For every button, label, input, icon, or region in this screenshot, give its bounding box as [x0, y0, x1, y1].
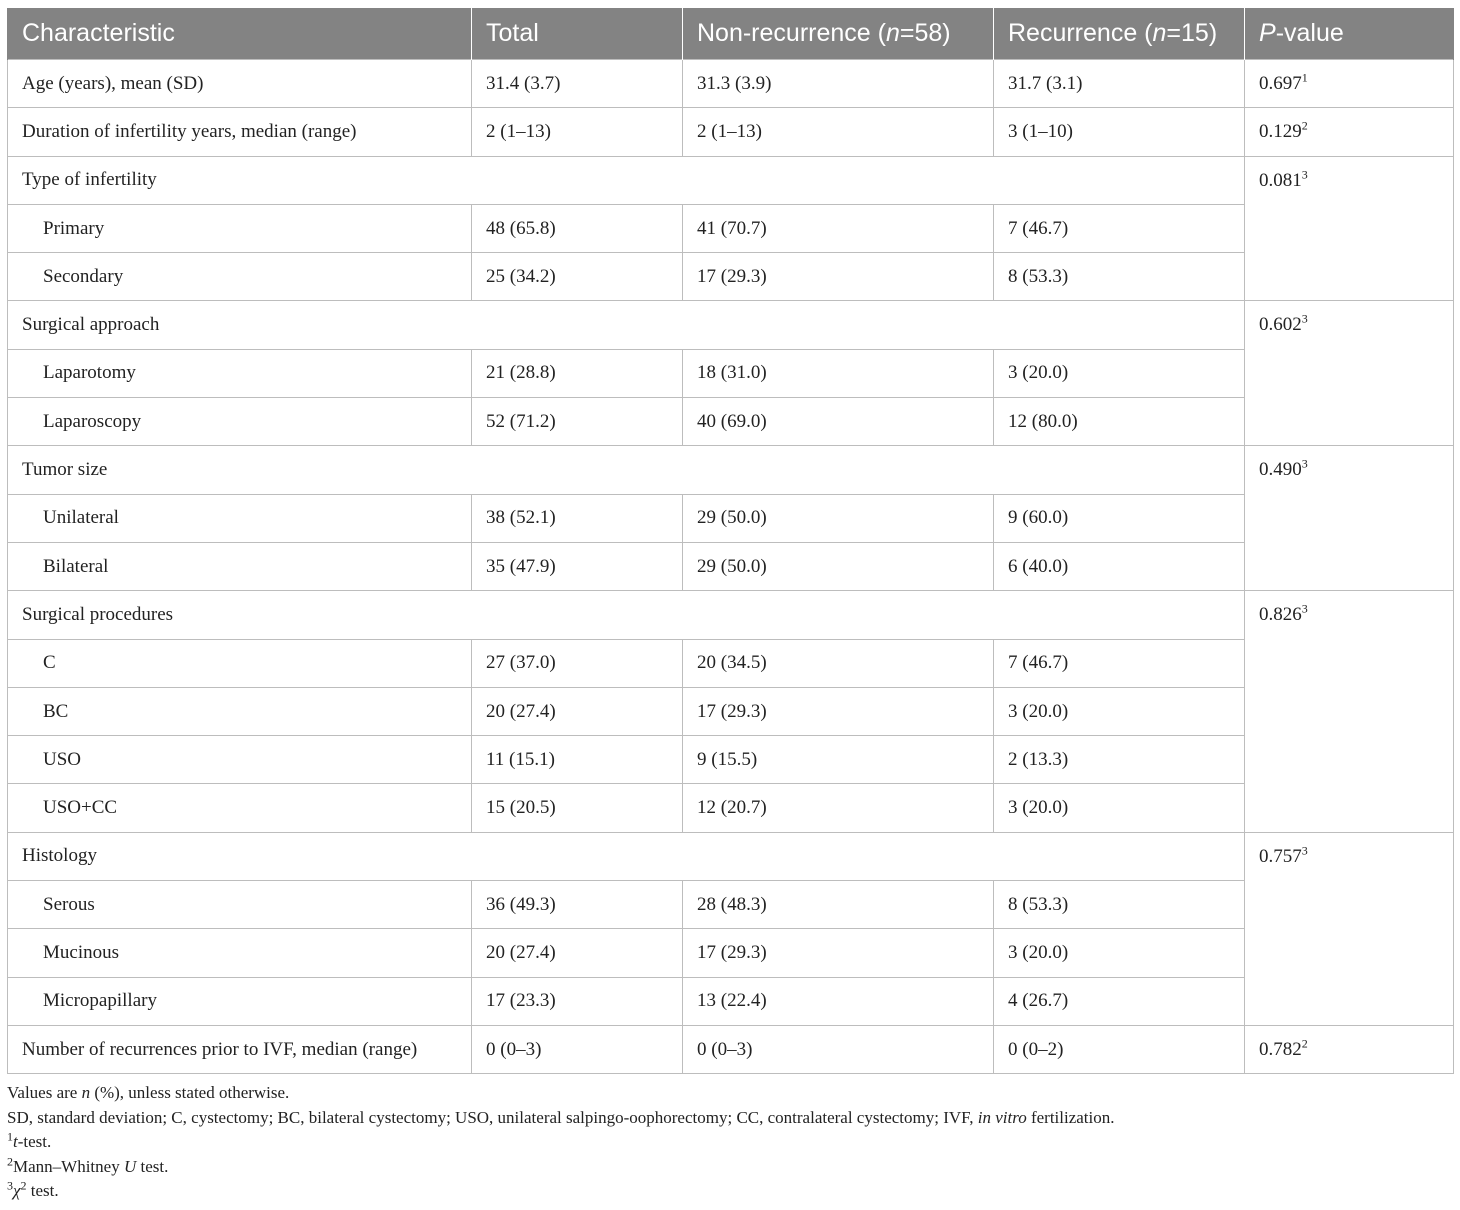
header-rec-n: n: [1152, 19, 1167, 47]
note-text: Values are: [7, 1083, 82, 1102]
cell-rec: 0 (0–2): [994, 1025, 1245, 1073]
cell-nonrec: 9 (15.5): [683, 736, 994, 784]
cell-total: 17 (23.3): [472, 977, 683, 1025]
cell-nonrec: 17 (29.3): [683, 929, 994, 977]
cell-nonrec: 0 (0–3): [683, 1025, 994, 1073]
row-label: Micropapillary: [8, 977, 472, 1025]
row-label: USO+CC: [8, 784, 472, 832]
table-row: [8, 446, 1454, 494]
row-label: Laparotomy: [8, 349, 472, 397]
cell-total: 15 (20.5): [472, 784, 683, 832]
header-rec-post: =15): [1166, 19, 1218, 47]
footnote-3: [7, 1179, 1115, 1204]
row-label: Duration of infertility years, median (range): [8, 108, 472, 156]
table-row: [8, 687, 1454, 735]
note-text: -test.: [17, 1132, 52, 1151]
header-nonrec-n: n: [885, 19, 900, 47]
cell-rec: 8 (53.3): [994, 881, 1245, 929]
cell-total: 48 (65.8): [472, 204, 683, 252]
cell-nonrec: 2 (1–13): [683, 108, 994, 156]
table-row: [8, 639, 1454, 687]
cell-rec: 2 (13.3): [994, 736, 1245, 784]
header-non-recurrence: [683, 8, 994, 60]
cell-p-value: [1245, 60, 1454, 108]
row-label: Secondary: [8, 253, 472, 301]
cell-p-value: [1245, 832, 1454, 1025]
table-row: [8, 60, 1454, 108]
p-value: 0.757: [1259, 845, 1302, 867]
p-value: 0.697: [1259, 72, 1302, 94]
group-label: Surgical approach: [8, 301, 1245, 349]
row-label: Primary: [8, 204, 472, 252]
table-row: [8, 349, 1454, 397]
p-value: 0.081: [1259, 169, 1302, 191]
cell-rec: 7 (46.7): [994, 639, 1245, 687]
note-italic: in vitro: [977, 1107, 1027, 1127]
group-label: Surgical procedures: [8, 591, 1245, 639]
cell-total: 20 (27.4): [472, 687, 683, 735]
note-italic: χ: [13, 1181, 21, 1200]
cell-nonrec: 13 (22.4): [683, 977, 994, 1025]
header-characteristic: Characteristic: [8, 8, 472, 60]
row-label: USO: [8, 736, 472, 784]
cell-total: 31.4 (3.7): [472, 60, 683, 108]
cell-rec: 3 (20.0): [994, 784, 1245, 832]
cell-total: 21 (28.8): [472, 349, 683, 397]
table-row: [8, 784, 1454, 832]
row-label: Age (years), mean (SD): [8, 60, 472, 108]
cell-nonrec: 28 (48.3): [683, 881, 994, 929]
row-label: Serous: [8, 881, 472, 929]
footnote-2: [7, 1155, 1115, 1180]
table-container: [7, 8, 1453, 1074]
table-row: [8, 832, 1454, 880]
note-italic: n: [81, 1083, 91, 1102]
footnote-marker: 3: [7, 1178, 13, 1193]
note-text: (%), unless stated otherwise.: [90, 1083, 290, 1102]
note-abbreviations: [7, 1106, 1115, 1131]
table-row: [8, 494, 1454, 542]
cell-rec: 3 (20.0): [994, 349, 1245, 397]
note-italic: U: [123, 1156, 137, 1176]
cell-rec: 3 (20.0): [994, 929, 1245, 977]
table-footnotes: [7, 1081, 1115, 1204]
cell-total: 11 (15.1): [472, 736, 683, 784]
row-label: BC: [8, 687, 472, 735]
cell-rec: 31.7 (3.1): [994, 60, 1245, 108]
cell-total: 20 (27.4): [472, 929, 683, 977]
cell-nonrec: 12 (20.7): [683, 784, 994, 832]
cell-nonrec: 17 (29.3): [683, 687, 994, 735]
table-row: [8, 977, 1454, 1025]
table-row: [8, 108, 1454, 156]
cell-rec: 3 (20.0): [994, 687, 1245, 735]
header-total: Total: [472, 8, 683, 60]
footnote-ref: 3: [1301, 843, 1308, 858]
group-label: Tumor size: [8, 446, 1245, 494]
p-value: 0.490: [1259, 459, 1302, 481]
cell-rec: 12 (80.0): [994, 398, 1245, 446]
cell-rec: 7 (46.7): [994, 204, 1245, 252]
cell-nonrec: 20 (34.5): [683, 639, 994, 687]
header-nonrec-pre: Non-recurrence (: [697, 19, 886, 47]
row-label: C: [8, 639, 472, 687]
header-p-rest: -value: [1275, 19, 1344, 47]
table-row: [8, 881, 1454, 929]
header-recurrence: [994, 8, 1245, 60]
cell-total: 38 (52.1): [472, 494, 683, 542]
cell-p-value: [1245, 156, 1454, 301]
table-row: [8, 542, 1454, 590]
cell-total: 52 (71.2): [472, 398, 683, 446]
note-text: Mann–Whitney: [13, 1156, 124, 1176]
cell-nonrec: 29 (50.0): [683, 542, 994, 590]
cell-total: 25 (34.2): [472, 253, 683, 301]
cell-nonrec: 40 (69.0): [683, 398, 994, 446]
cell-rec: 3 (1–10): [994, 108, 1245, 156]
table-row: [8, 929, 1454, 977]
row-label: Unilateral: [8, 494, 472, 542]
note-text: test.: [136, 1156, 169, 1176]
footnote-ref: 2: [1301, 118, 1308, 133]
table-row: [8, 301, 1454, 349]
footnote-ref: 2: [1301, 1036, 1308, 1051]
footnote-marker: 1: [7, 1129, 13, 1144]
p-value: 0.782: [1259, 1038, 1302, 1060]
cell-total: 0 (0–3): [472, 1025, 683, 1073]
p-value: 0.129: [1259, 120, 1302, 142]
cell-p-value: [1245, 108, 1454, 156]
table-row: [8, 591, 1454, 639]
footnote-ref: 3: [1301, 312, 1308, 327]
cell-rec: 4 (26.7): [994, 977, 1245, 1025]
table-row: [8, 253, 1454, 301]
p-value: 0.826: [1259, 604, 1302, 626]
footnote-ref: 1: [1301, 70, 1308, 85]
cell-nonrec: 17 (29.3): [683, 253, 994, 301]
note-text: SD, standard deviation; C, cystectomy; BC, bilateral cystectomy; USO, unilateral salpingo-oophorectomy; CC, contralateral cystectomy; IVF,: [7, 1107, 978, 1127]
footnote-1: [7, 1130, 1115, 1155]
cell-total: 2 (1–13): [472, 108, 683, 156]
cell-p-value: [1245, 1025, 1454, 1073]
header-nonrec-post: =58): [899, 19, 951, 47]
note-text: test.: [26, 1181, 59, 1200]
cell-total: 27 (37.0): [472, 639, 683, 687]
cell-total: 36 (49.3): [472, 881, 683, 929]
cell-nonrec: 41 (70.7): [683, 204, 994, 252]
header-rec-pre: Recurrence (: [1008, 19, 1153, 47]
table-header: [8, 8, 1454, 60]
footnote-ref: 3: [1301, 601, 1308, 616]
group-label: Type of infertility: [8, 156, 1245, 204]
table-row: [8, 398, 1454, 446]
cell-nonrec: 31.3 (3.9): [683, 60, 994, 108]
header-p-italic: P: [1259, 19, 1276, 47]
table-row: [8, 156, 1454, 204]
table-body: [8, 60, 1454, 1074]
footnote-ref: 3: [1301, 167, 1308, 182]
cell-rec: 6 (40.0): [994, 542, 1245, 590]
p-value: 0.602: [1259, 314, 1302, 336]
header-row: [8, 8, 1454, 60]
cell-p-value: [1245, 591, 1454, 832]
cell-rec: 9 (60.0): [994, 494, 1245, 542]
footnote-ref: 3: [1301, 457, 1308, 472]
header-p-value: [1245, 8, 1454, 60]
table-row: [8, 736, 1454, 784]
cell-total: 35 (47.9): [472, 542, 683, 590]
note-italic: t: [13, 1132, 18, 1151]
table-row: [8, 1025, 1454, 1073]
row-label: Number of recurrences prior to IVF, median (range): [8, 1025, 472, 1073]
characteristics-table: [7, 8, 1454, 1074]
cell-p-value: [1245, 446, 1454, 591]
row-label: Laparoscopy: [8, 398, 472, 446]
cell-p-value: [1245, 301, 1454, 446]
row-label: Mucinous: [8, 929, 472, 977]
cell-nonrec: 29 (50.0): [683, 494, 994, 542]
footnote-marker: 2: [7, 1153, 13, 1168]
group-label: Histology: [8, 832, 1245, 880]
note-superscript: 2: [20, 1178, 27, 1193]
cell-nonrec: 18 (31.0): [683, 349, 994, 397]
note-values: [7, 1081, 1115, 1106]
table-row: [8, 204, 1454, 252]
note-text: fertilization.: [1026, 1107, 1115, 1127]
row-label: Bilateral: [8, 542, 472, 590]
cell-rec: 8 (53.3): [994, 253, 1245, 301]
